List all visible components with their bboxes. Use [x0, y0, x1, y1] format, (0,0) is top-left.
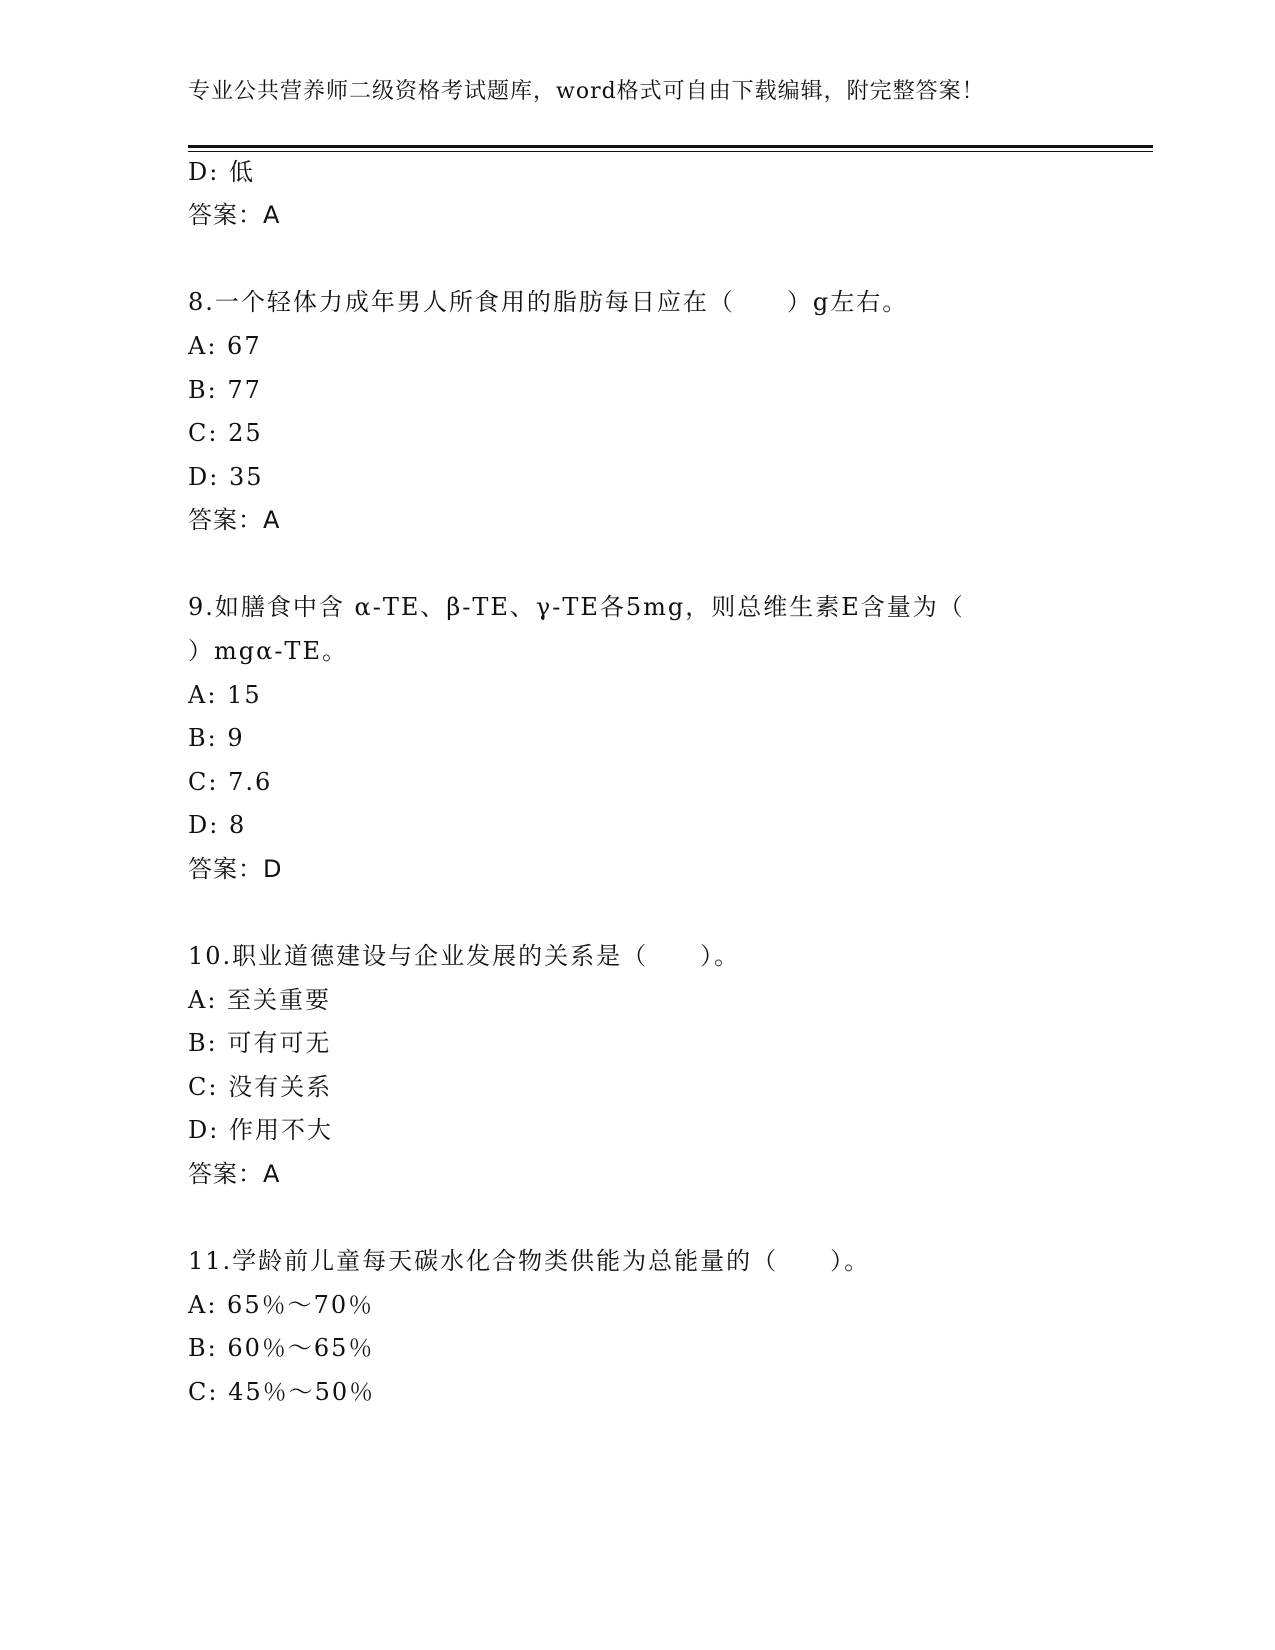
q8-answer: 答案：A: [188, 506, 281, 534]
q9-option-d: D: 8: [188, 811, 247, 839]
q8-option-c: C: 25: [188, 419, 263, 447]
q9-question-line1: 9.如膳食中含 α-TE、β-TE、γ-TE各5mg，则总维生素E含量为（: [188, 593, 965, 621]
q10-option-d: D: 作用不大: [188, 1116, 333, 1144]
header-rule-thick: [188, 145, 1153, 148]
q10-question: 10.职业道德建设与企业发展的关系是（ ）。: [188, 942, 741, 970]
q9-question-line2: ）mgα-TE。: [188, 637, 348, 665]
q11-question: 11.学龄前儿童每天碳水化合物类供能为总能量的（ ）。: [188, 1247, 871, 1275]
q9-option-b: B: 9: [188, 724, 245, 752]
q8-question: 8.一个轻体力成年男人所食用的脂肪每日应在（ ）g左右。: [188, 288, 909, 316]
q10-option-b: B: 可有可无: [188, 1029, 332, 1057]
q8-option-a: A: 67: [188, 332, 262, 360]
q10-answer: 答案：A: [188, 1160, 281, 1188]
prev-option-d: D: 低: [188, 158, 255, 186]
q9-option-a: A: 15: [188, 681, 262, 709]
q10-option-a: A: 至关重要: [188, 986, 332, 1014]
q11-option-a: A: 65％～70％: [188, 1291, 375, 1319]
q8-option-d: D: 35: [188, 463, 264, 491]
q10-option-c: C: 没有关系: [188, 1073, 333, 1101]
prev-answer: 答案：A: [188, 201, 281, 229]
q11-option-c: C: 45％～50％: [188, 1378, 376, 1406]
q8-option-b: B: 77: [188, 376, 262, 404]
q9-answer: 答案：D: [188, 855, 283, 883]
document-header: 专业公共营养师二级资格考试题库，word格式可自由下载编辑，附完整答案！: [188, 79, 985, 104]
q9-option-c: C: 7.6: [188, 768, 273, 796]
header-rule-thin: [188, 151, 1153, 152]
q11-option-b: B: 60％～65％: [188, 1334, 375, 1362]
